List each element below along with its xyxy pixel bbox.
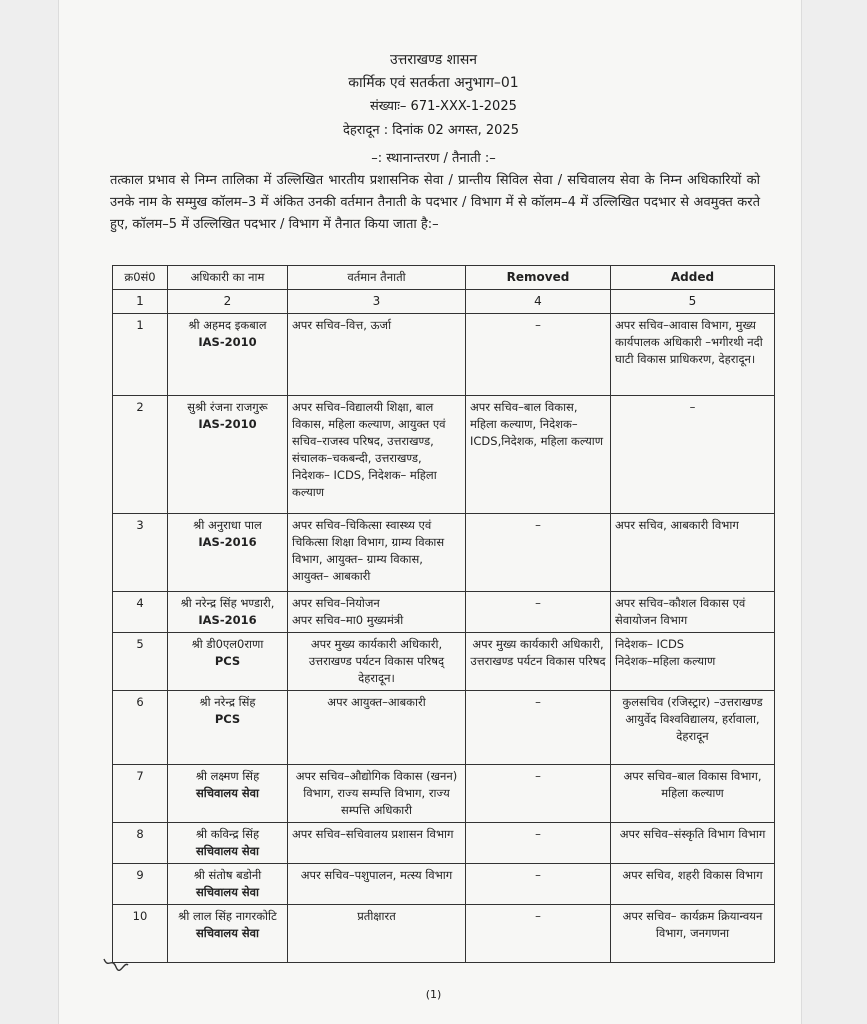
officer-service: IAS-2016 xyxy=(198,535,257,549)
current-posting: अपर सचिव–सचिवालय प्रशासन विभाग xyxy=(288,823,466,864)
officer-service: IAS-2016 xyxy=(198,613,257,627)
added-charge: अपर सचिव–संस्कृति विभाग विभाग xyxy=(611,823,775,864)
col-number: 5 xyxy=(611,290,775,314)
page-number: (1) xyxy=(425,988,442,1001)
officer-name: श्री लाल सिंह नागरकोटि xyxy=(178,909,277,923)
removed-charge: – xyxy=(466,592,611,633)
current-posting: अपर सचिव–विद्यालयी शिक्षा, बाल विकास, महिला कल्याण, आयुक्त एवं सचिव–राजस्व परिषद, उत्तराखण्ड, संचालक–चकबन्दी, उत्तराखण्ड, निदेशक– ICDS, निदेशक– महिला कल्याण xyxy=(288,396,466,514)
removed-charge: – xyxy=(466,905,611,963)
officer-cell xyxy=(168,514,288,592)
officer-service: सचिवालय सेवा xyxy=(195,885,260,899)
officer-cell xyxy=(168,633,288,691)
officer-service: सचिवालय सेवा xyxy=(195,926,260,940)
current-posting: प्रतीक्षारत xyxy=(288,905,466,963)
row-sn: 2 xyxy=(113,396,168,514)
added-charge: अपर सचिव– कार्यक्रम क्रियान्वयन विभाग, जनगणना xyxy=(611,905,775,963)
col-number: 3 xyxy=(288,290,466,314)
col-header-name: अधिकारी का नाम xyxy=(168,266,288,290)
removed-charge: अपर सचिव–बाल विकास, महिला कल्याण, निदेशक– ICDS,निदेशक, महिला कल्याण xyxy=(466,396,611,514)
col-header-removed: Removed xyxy=(466,266,611,290)
removed-charge: – xyxy=(466,691,611,765)
col-number: 2 xyxy=(168,290,288,314)
current-posting: अपर सचिव–पशुपालन, मत्स्य विभाग xyxy=(288,864,466,905)
officer-service: PCS xyxy=(214,712,241,726)
officer-service: सचिवालय सेवा xyxy=(195,786,260,800)
current-posting: अपर सचिव–वित्त, ऊर्जा xyxy=(288,314,466,396)
officer-cell xyxy=(168,765,288,823)
row-sn: 7 xyxy=(113,765,168,823)
officer-service: सचिवालय सेवा xyxy=(195,844,260,858)
govt-title: उत्तराखण्ड शासन xyxy=(389,52,478,68)
col-number: 4 xyxy=(466,290,611,314)
col-header-current: वर्तमान तैनाती xyxy=(288,266,466,290)
officer-name: श्री कविन्द्र सिंह xyxy=(195,827,260,841)
officer-name: श्री अनुराधा पाल xyxy=(193,518,262,532)
order-number: संख्याः– 671-XXX-1-2025 xyxy=(370,99,517,114)
row-sn: 6 xyxy=(113,691,168,765)
officer-service: PCS xyxy=(214,654,241,668)
row-sn: 5 xyxy=(113,633,168,691)
removed-charge: – xyxy=(466,765,611,823)
officer-cell xyxy=(168,691,288,765)
transfer-table xyxy=(112,265,775,963)
table-row xyxy=(113,823,775,864)
current-posting: अपर सचिव–नियोजन अपर सचिव–मा0 मुख्यमंत्री xyxy=(288,592,466,633)
col-header-sn: क्र0सं0 xyxy=(113,266,168,290)
row-sn: 8 xyxy=(113,823,168,864)
order-date: देहरादून : दिनांक 02 अगस्त, 2025 xyxy=(343,123,519,138)
row-sn: 1 xyxy=(113,314,168,396)
officer-name: सुश्री रंजना राजगुरू xyxy=(187,400,268,414)
signature-mark xyxy=(102,955,130,971)
officer-name: श्री संतोष बडोनी xyxy=(193,868,262,882)
removed-charge: – xyxy=(466,864,611,905)
officer-name: श्री लक्ष्मण सिंह xyxy=(195,769,260,783)
col-number: 1 xyxy=(113,290,168,314)
current-posting: अपर सचिव–चिकित्सा स्वास्थ्य एवं चिकित्सा शिक्षा विभाग, ग्राम्य विकास विभाग, आयुक्त– ग्राम्य विकास, आयुक्त– आबकारी xyxy=(288,514,466,592)
column-number-row xyxy=(113,290,775,314)
officer-cell xyxy=(168,864,288,905)
current-posting: अपर मुख्य कार्यकारी अधिकारी, उत्तराखण्ड पर्यटन विकास परिषद् देहरादून। xyxy=(288,633,466,691)
removed-charge: अपर मुख्य कार्यकारी अधिकारी, उत्तराखण्ड पर्यटन विकास परिषद xyxy=(466,633,611,691)
officer-name: श्री डी0एल0राणा xyxy=(191,637,264,651)
officer-cell xyxy=(168,396,288,514)
added-charge: अपर सचिव, आबकारी विभाग xyxy=(611,514,775,592)
officer-cell xyxy=(168,905,288,963)
current-posting: अपर आयुक्त–आबकारी xyxy=(288,691,466,765)
table-row xyxy=(113,905,775,963)
subject-line: –: स्थानान्तरण / तैनाती :– xyxy=(371,151,496,166)
added-charge: – xyxy=(611,396,775,514)
removed-charge: – xyxy=(466,514,611,592)
table-row xyxy=(113,633,775,691)
row-sn: 3 xyxy=(113,514,168,592)
officer-cell xyxy=(168,592,288,633)
department-title: कार्मिक एवं सतर्कता अनुभाग–01 xyxy=(348,75,519,91)
officer-name: श्री नरेन्द्र सिंह xyxy=(199,695,256,709)
table-row xyxy=(113,691,775,765)
officer-name: श्री नरेन्द्र सिंह भण्डारी, xyxy=(180,596,275,610)
officer-cell xyxy=(168,823,288,864)
table-row xyxy=(113,864,775,905)
officer-service: IAS-2010 xyxy=(198,417,257,431)
table-row xyxy=(113,314,775,396)
row-sn: 10 xyxy=(113,905,168,963)
current-posting: अपर सचिव–औद्योगिक विकास (खनन) विभाग, राज्य सम्पत्ति विभाग, राज्य सम्पत्ति अधिकारी xyxy=(288,765,466,823)
row-sn: 9 xyxy=(113,864,168,905)
officer-name: श्री अहमद इकबाल xyxy=(188,318,267,332)
added-charge: निदेशक– ICDS निदेशक–महिला कल्याण xyxy=(611,633,775,691)
col-header-added: Added xyxy=(611,266,775,290)
removed-charge: – xyxy=(466,314,611,396)
table-row xyxy=(113,396,775,514)
officer-cell xyxy=(168,314,288,396)
intro-paragraph: तत्काल प्रभाव से निम्न तालिका में उल्लिखित भारतीय प्रशासनिक सेवा / प्रान्तीय सिविल सेवा / सचिवालय सेवा के निम्न अधिकारियों को उनके नाम के सम्मुख कॉलम–3 में अंकित उनकी वर्तमान तैनाती के पदभार / विभाग में से कॉलम–4 में उल्लिखित पदभार से अवमुक्त करते हुए, कॉलम–5 में उल्लिखित पदभार / विभाग में तैनात किया जाता है:– xyxy=(110,173,760,232)
added-charge: अपर सचिव, शहरी विकास विभाग xyxy=(611,864,775,905)
officer-service: IAS-2010 xyxy=(198,335,257,349)
removed-charge: – xyxy=(466,823,611,864)
header-row xyxy=(113,266,775,290)
added-charge: अपर सचिव–बाल विकास विभाग, महिला कल्याण xyxy=(611,765,775,823)
added-charge: कुलसचिव (रजिस्ट्रार) –उत्तराखण्ड आयुर्वेद विश्वविद्यालय, हर्रावाला, देहरादून xyxy=(611,691,775,765)
added-charge: अपर सचिव–कौशल विकास एवं सेवायोजन विभाग xyxy=(611,592,775,633)
table-row xyxy=(113,592,775,633)
row-sn: 4 xyxy=(113,592,168,633)
table-row xyxy=(113,765,775,823)
added-charge: अपर सचिव–आवास विभाग, मुख्य कार्यपालक अधिकारी –भगीरथी नदी घाटी विकास प्राधिकरण, देहरादून। xyxy=(611,314,775,396)
table-row xyxy=(113,514,775,592)
